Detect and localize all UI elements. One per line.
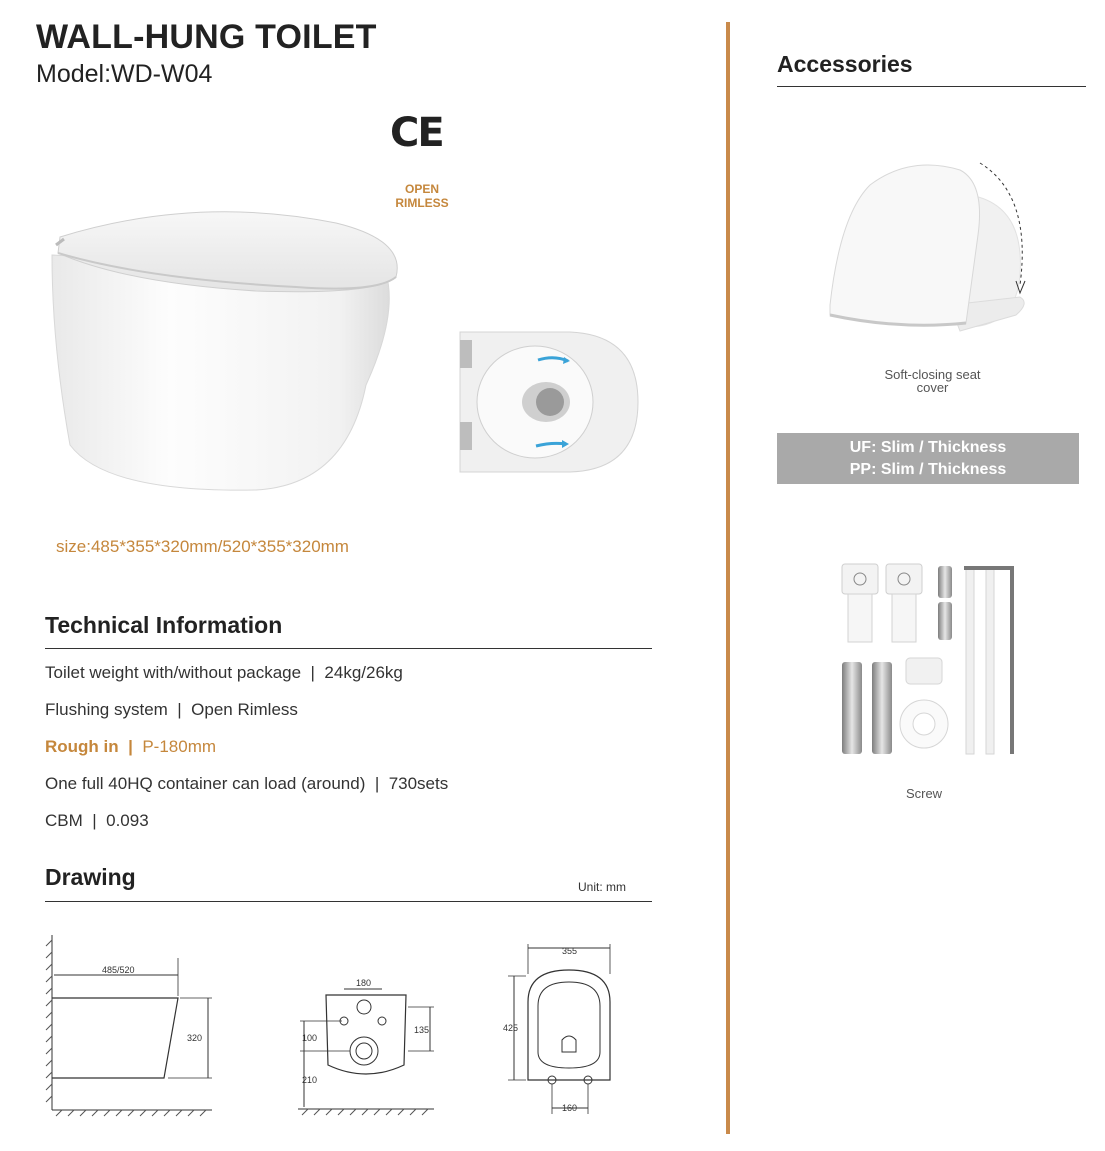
side-width-label: 485/520 — [102, 965, 135, 975]
drawing-top-view — [500, 940, 620, 1120]
back-right-label: 135 — [414, 1025, 430, 1035]
back-left-label: 100 — [302, 1033, 318, 1043]
technical-rule — [45, 648, 652, 649]
badge-line-1: OPEN — [404, 182, 439, 196]
info-value: 0.093 — [106, 811, 149, 830]
info-row-weight — [45, 663, 403, 683]
info-row-flushing — [45, 700, 298, 720]
info-row-cbm — [45, 811, 149, 831]
info-sep: | — [92, 811, 97, 830]
info-label: Flushing system — [45, 700, 168, 719]
seat-spec-badge — [777, 433, 1079, 484]
info-label: CBM — [45, 811, 83, 830]
ce-mark: CE — [390, 110, 443, 156]
spec-line-uf: UF: Slim / Thickness — [849, 439, 1007, 456]
seat-caption — [860, 368, 1005, 394]
drawing-heading: Drawing — [45, 864, 136, 890]
badge-line-2: RIMLESS — [395, 196, 449, 210]
info-sep: | — [128, 737, 133, 756]
info-label: Rough in — [45, 737, 119, 756]
spec-line-pp: PP: Slim / Thickness — [849, 461, 1007, 478]
info-value: Open Rimless — [191, 700, 298, 719]
screw-kit-image — [838, 562, 1028, 762]
bowl-top-view — [460, 330, 640, 475]
info-sep: | — [177, 700, 182, 719]
column-divider — [726, 22, 730, 1134]
back-top-label: 180 — [356, 978, 372, 988]
info-sep: | — [310, 663, 315, 682]
info-row-rough-in — [45, 737, 216, 757]
info-label: Toilet weight with/without package — [45, 663, 302, 682]
drawing-unit: Unit: mm — [578, 880, 626, 894]
size-text: size:485*355*320mm/520*355*320mm — [56, 537, 349, 556]
info-value: 24kg/26kg — [324, 663, 403, 682]
seat-cover-image — [820, 155, 1040, 335]
seat-caption-line-2: cover — [916, 380, 949, 395]
top-length-label: 425 — [503, 1023, 519, 1033]
top-width-label: 355 — [562, 946, 578, 956]
technical-heading: Technical Information — [45, 612, 283, 638]
accessories-rule — [777, 86, 1086, 87]
info-sep: | — [374, 774, 380, 793]
screw-caption: Screw — [905, 786, 943, 801]
info-row-container — [45, 774, 448, 794]
seat-caption-line-1: Soft-closing seat — [884, 367, 981, 382]
info-value: P-180mm — [142, 737, 217, 756]
drawing-rule — [45, 901, 652, 902]
side-height-label: 320 — [187, 1033, 203, 1043]
top-bottom-label: 160 — [562, 1103, 578, 1113]
product-model: Model:WD-W04 — [36, 60, 213, 88]
drawing-side-view — [40, 930, 220, 1120]
back-bottom-label: 210 — [302, 1075, 318, 1085]
product-title: WALL-HUNG TOILET — [36, 18, 377, 56]
accessories-heading: Accessories — [777, 51, 913, 77]
info-label: One full 40HQ container can load (around) — [45, 774, 366, 793]
drawing-back-view — [296, 975, 441, 1120]
info-value: 730sets — [388, 774, 449, 793]
toilet-photo — [46, 195, 406, 495]
